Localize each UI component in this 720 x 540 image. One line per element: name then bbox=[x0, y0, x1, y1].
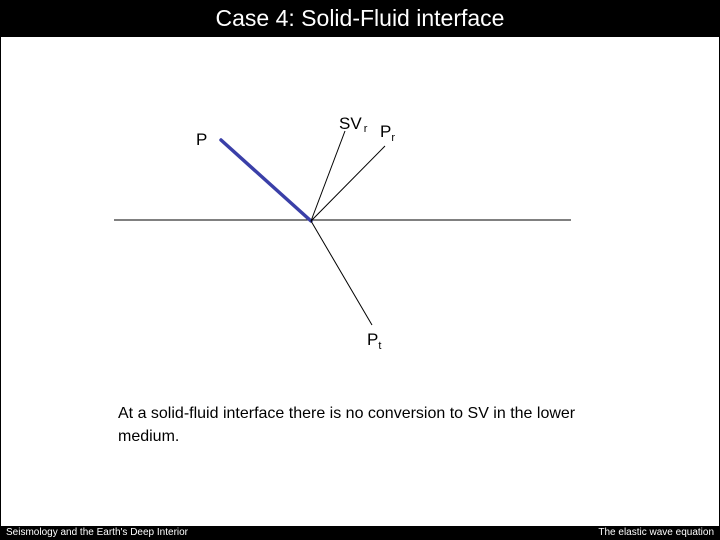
footer-topic: The elastic wave equation bbox=[598, 527, 714, 538]
reflected-sv-ray bbox=[311, 131, 345, 221]
incident-p-label: P bbox=[196, 130, 208, 149]
transmitted-p-label: $P_t$ bbox=[367, 330, 382, 352]
incident-p-ray bbox=[221, 140, 311, 221]
transmitted-p-ray bbox=[311, 221, 372, 325]
slide-footer bbox=[0, 526, 720, 540]
slide-title: Case 4: Solid-Fluid interface bbox=[0, 0, 720, 37]
reflected-p-label: $P_r$ bbox=[380, 122, 396, 144]
reflected-p-ray bbox=[311, 146, 385, 221]
reflected-sv-label: SV r bbox=[339, 114, 368, 135]
footer-course-title: Seismology and the Earth's Deep Interior bbox=[6, 527, 189, 538]
slide-caption: At a solid-fluid interface there is no conversion to SV in the lower medium. bbox=[118, 405, 576, 445]
